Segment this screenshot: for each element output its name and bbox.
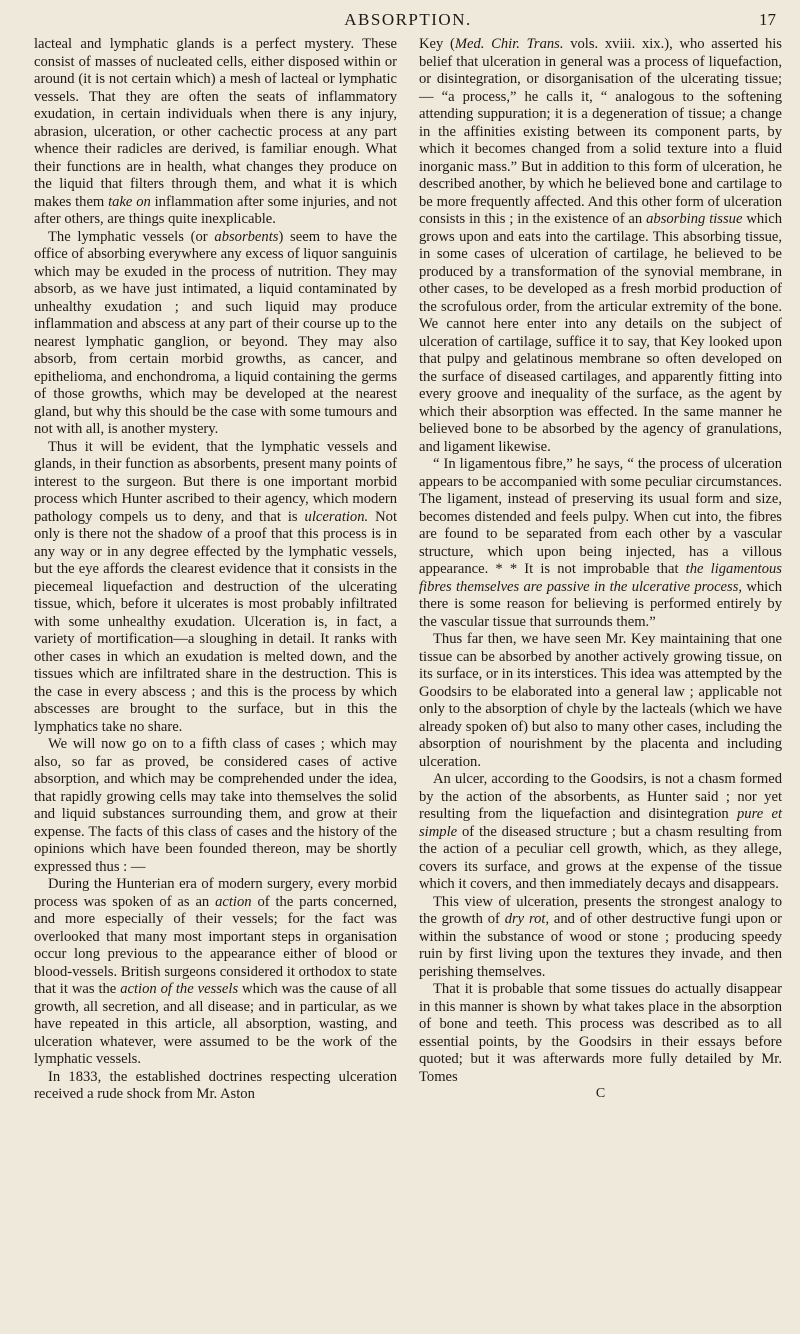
paragraph: The lymphatic vessels (or absorbents) seem to have the office of absorbing everywhere any excess of liquor sanguinis which may be exuded in the process of nutrition. They may absorb, as we have just intimated, a liquid contaminated by unhealthy exudation ; and such liquid may produce inflammation and abscess at any part of their course up to the nearest lymphatic ganglion, or beyond. They may also absorb, from certain morbid growths, as cancer, and epithelioma, and enchondroma, a liquid containing the germs of those growths, which may be developed at the nearest gland, but why this should be the case with some tumours and not with all, is another mystery. bbox=[34, 228, 397, 437]
paragraph: Thus far then, we have seen Mr. Key maintaining that one tissue can be absorbed by another actively growing tissue, on its surface, or in its interstices. This idea was attempted by the Goodsirs to be elaborated into a general law ; applicable not only to the absorption of chyle by the lacteals (which we have already spoken of) but also to many other cases, including the absorption of nourishment by the placenta and including ulceration. bbox=[419, 631, 782, 770]
paragraph: This view of ulceration, presents the strongest analogy to the growth of dry rot, and of other destructive fungi upon or within the substance of wood or stone ; producing speedy ruin by first living upon the textures they invade, and then perishing themselves. bbox=[419, 893, 782, 980]
text-columns bbox=[34, 36, 782, 1104]
paragraph: That it is probable that some tissues do actually disappear in this manner is shown by what takes place in the absorption of bone and teeth. This process was described as to all essential points, by the Goodsirs in their essays before quoted; but it was afterwards more fully detailed by Mr. Tomes bbox=[419, 981, 782, 1085]
left-column bbox=[34, 36, 397, 1104]
paragraph: An ulcer, according to the Goodsirs, is not a chasm formed by the action of the absorbents, as Hunter said ; nor yet resulting from the liquefaction and disintegration pure et simple of the diseased structure ; but a chasm resulting from the action of a peculiar cell growth, which, as they allege, covers its surface, and grows at the expense of the tissue which it covers, and then immediately decays and disappears. bbox=[419, 771, 783, 892]
paragraph: Key (Med. Chir. Trans. vols. xviii. xix.), who asserted his belief that ulceration in general was a process of liquefaction, or disintegration, or disorganisation of the ulcerating tissue; — “a process,” he calls it, “ analogous to the softening attending suppuration; it is a degeneration of tissue; a change in the affinities existing between its component parts, by which it becomes changed from a solid texture into a fluid inorganic mass.” But in addition to this form of ulceration, he described another, by which he believed bone and cartilage to be more frequently affected. And this other form of ulceration consists in this ; in the existence of an absorbing tissue which grows upon and eats into the cartilage. This absorbing tissue, in some cases of ulceration of cartilage, he believed to be produced by a transformation of the synovial membrane, in other cases, to be developed as a fresh morbid production of the scrofulous order, from the articular extremity of the bone. We cannot here enter into any details on the subject of ulceration of cartilage, suffice it to say, that Key looked upon that pulpy and gelatinous membrane so often developed on the surface of diseased cartilages, and apparently fitting into every groove and inequality of the surface, as the agent by which their absorption was effected. In the same manner he believed bone to be absorbed by the agency of granulations, and ligament likewise. bbox=[419, 36, 782, 455]
signature-mark: C bbox=[595, 1086, 606, 1101]
right-column bbox=[419, 36, 782, 1104]
paragraph: “ In ligamentous fibre,” he says, “ the process of ulceration appears to be accompanied with some peculiar circumstances. The ligament, instead of preserving its usual form and size, becomes distended and feels pulpy. When cut into, the fibres are found to be separated from each other by a vascular structure, which upon being injected, has a villous appearance. * * It is not improbable that the ligamentous fibres themselves are passive in the ulcerative process, which there is some reason for believing is performed entirely by the vascular tissue that surrounds them.” bbox=[419, 456, 782, 630]
running-title: ABSORPTION. bbox=[344, 10, 472, 29]
paragraph: In 1833, the established doctrines respecting ulceration received a rude shock from Mr. Aston bbox=[34, 1068, 397, 1102]
paragraph: Thus it will be evident, that the lymphatic vessels and glands, in their function as absorbents, present many points of interest to the surgeon. But there is one important morbid process which Hunter ascribed to their agency, which modern pathology compels us to deny, and that is ulceration. Not only is there not the shadow of a proof that this process is in any way or in any degree effected by the lymphatic vessels, but the eye affords the clearest evidence that it consists in the piecemeal liquefaction and destruction of the ulcerating tissue, which, before it ulcerates is most probably infiltrated with some unhealthy exudation. Ulceration is, in fact, a variety of mortification—a sloughing in detail. It ranks with other cases in which an exudation is melted down, and the tissues which are infiltrated share in the destruction. This is the case in every abscess ; and this is the process by which abscesses are brought to the surface, but in this the lymphatics take no share. bbox=[34, 438, 397, 735]
running-head bbox=[34, 8, 782, 32]
paragraph: lacteal and lymphatic glands is a perfect mystery. These consist of masses of nucleated cells, either disposed within or around (it is not certain which) a mesh of lacteal or lymphatic vessels. That they are often the seats of inflammatory exudation, in certain individuals when there is any injury, abrasion, ulceration, or other cachectic process at any part whence their radicles are derived, is familiar enough. What their functions are in health, what changes they produce on the liquid that filters through them, and what it is which makes them take on inflammation after some injuries, and not after others, are things quite inexplicable. bbox=[34, 36, 397, 227]
page-number: 17 bbox=[759, 10, 776, 29]
paragraph: During the Hunterian era of modern surgery, every morbid process was spoken of as an action of the parts concerned, and more especially of their vessels; for the fact was overlooked that many most important steps in organisation occur long previous to the appearance either of blood or blood-vessels. British surgeons considered it orthodox to state that it was the action of the vessels which was the cause of all growth, all secretion, and all disease; and in particular, as we have repeated in this article, all absorption, wasting, and ulceration whatever, were assumed to be the work of the lymphatic vessels. bbox=[34, 876, 397, 1067]
paragraph: We will now go on to a fifth class of cases ; which may also, so far as proved, be considered cases of active absorption, and which may be comprehended under the idea, that rapidly growing cells may take into themselves the solid and liquid substances surrounding them, and grow at their expense. The facts of this class of cases and the history of the opinions which have been founded thereon, may be shortly expressed thus : — bbox=[34, 736, 397, 875]
